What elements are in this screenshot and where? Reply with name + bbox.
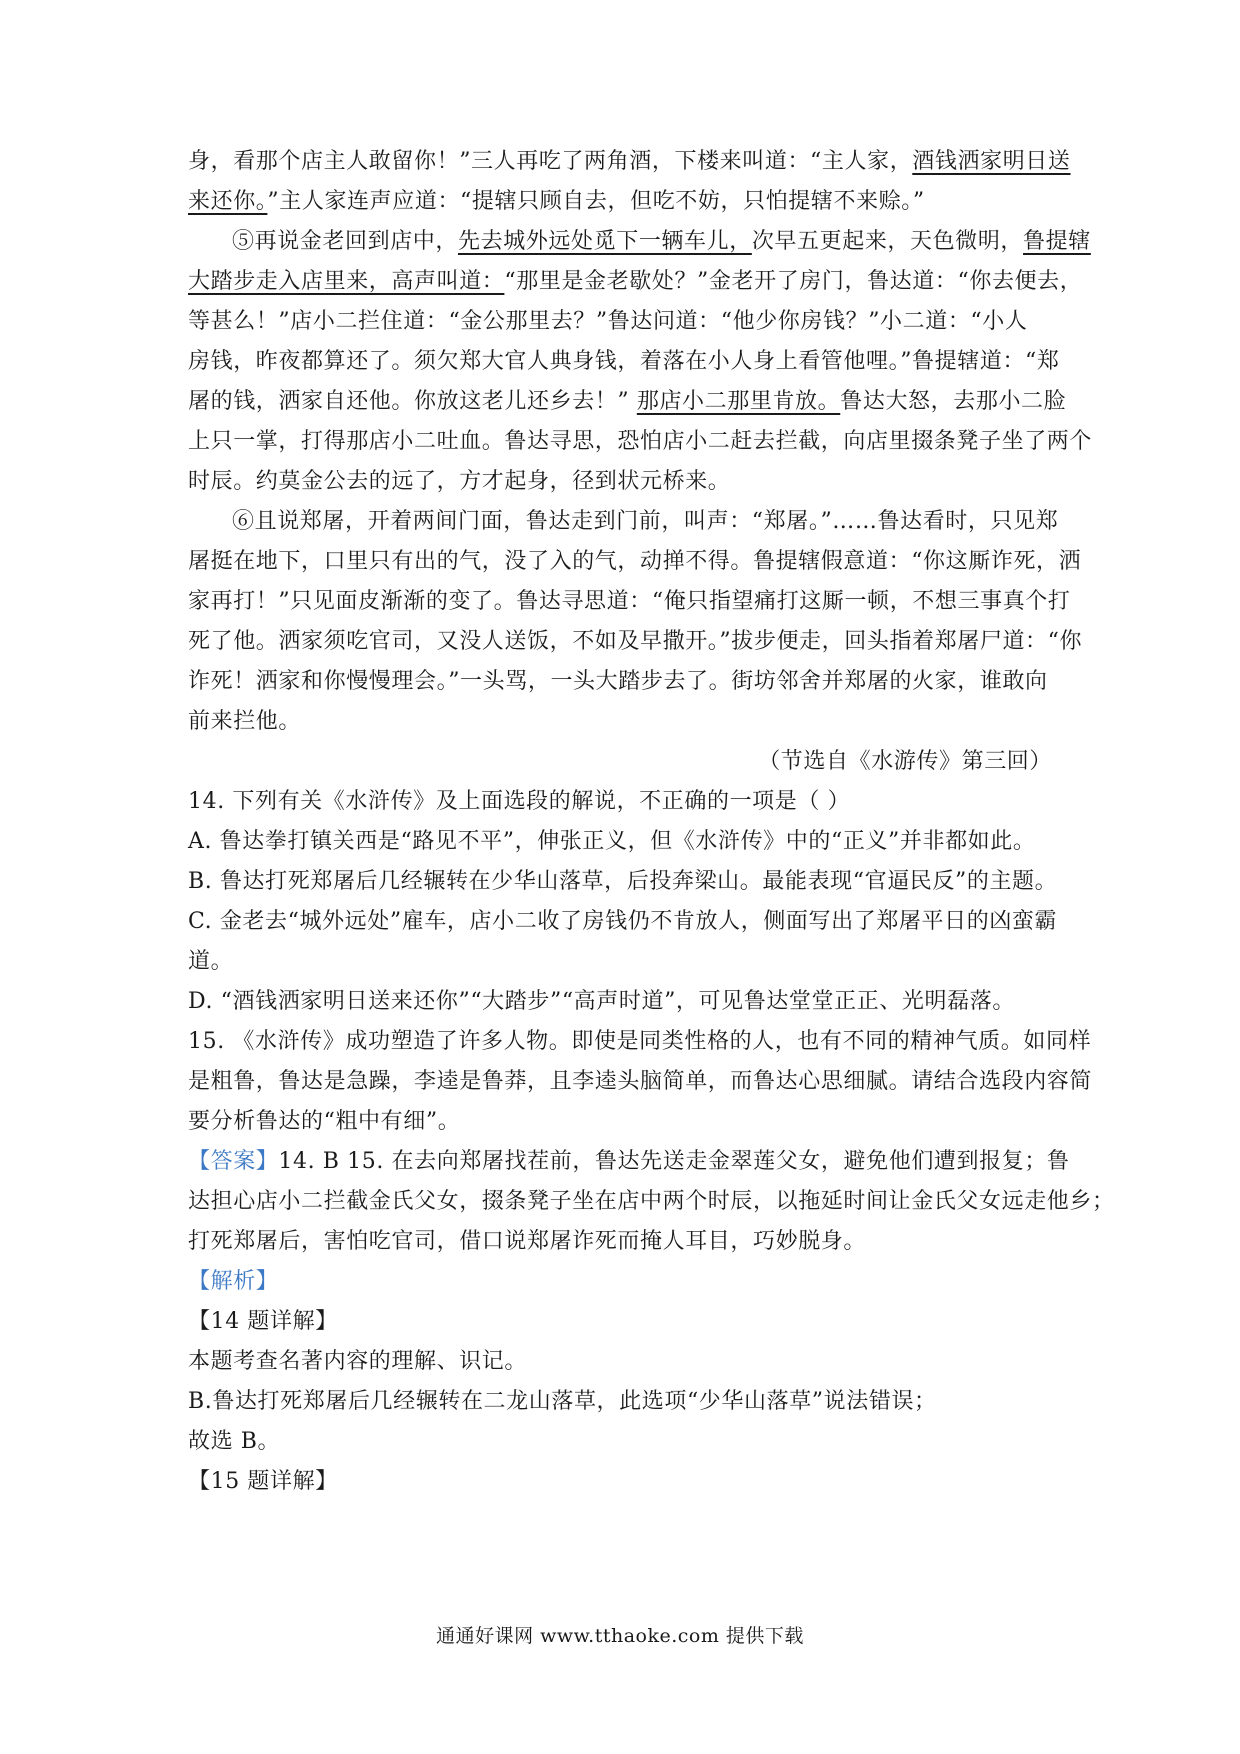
passage-line xyxy=(188,382,1067,422)
question-15-line: 是粗鲁，鲁达是急躁，李逵是鲁莽，且李逵头脑简单，而鲁达心思细腻。请结合选段内容简 xyxy=(188,1069,1093,1094)
passage-text: ”主人家连声应道：“提辖只顾自去，但吃不妨，只怕提辖不来赊。” xyxy=(267,189,925,214)
answer-line xyxy=(188,1142,1070,1182)
detail-14-heading: 【14 题详解】 xyxy=(188,1309,338,1334)
passage-line: 诈死！洒家和你慢慢理会。”一头骂，一头大踏步去了。街坊邻舍并郑屠的火家，谁敢向 xyxy=(188,669,1048,694)
passage-line: 上只一掌，打得那店小二吐血。鲁达寻思，恐怕店小二赶去拦截，向店里掇条凳子坐了两个 xyxy=(188,429,1093,454)
analysis-text: B.鲁达打死郑屠后几经辗转在二龙山落草，此选项“少华山落草”说法错误； xyxy=(188,1389,937,1414)
passage-line xyxy=(188,142,1071,182)
passage-text: “那里是金老歇处？”金老开了房门，鲁达道：“你去便去， xyxy=(504,269,1083,294)
answer-line: 打死郑屠后，害怕吃官司，借口说郑屠诈死而掩人耳目，巧妙脱身。 xyxy=(188,1229,867,1254)
passage-text: 身，看那个店主人敢留你！”三人再吃了两角酒，下楼来叫道：“主人家， xyxy=(188,149,913,174)
answer-text: 14. B 15. 在去向郑屠找茬前，鲁达先送走金翠莲父女，避免他们遭到报复；鲁 xyxy=(278,1149,1070,1174)
paragraph-6: ⑥且说郑屠，开着两间门面，鲁达走到门前，叫声：“郑屠。”……鲁达看时，只见郑 xyxy=(232,509,1059,534)
option-c-continued: 道。 xyxy=(188,949,234,974)
option-b: B. 鲁达打死郑屠后几经辗转在少华山落草，后投奔梁山。最能表现“官逼民反”的主题。 xyxy=(188,869,1058,894)
analysis-text: 故选 B。 xyxy=(188,1429,281,1454)
answer-tag: 【答案】 xyxy=(188,1149,279,1174)
passage-line: 前来拦他。 xyxy=(188,709,302,734)
passage-line: 死了他。洒家须吃官司，又没人送饭，不如及早撒开。”拔步便走，回头指着郑屠尸道：“你 xyxy=(188,629,1083,654)
underlined-text: 酒钱洒家明日送 xyxy=(912,149,1071,174)
passage-text: 鲁达大怒，去那小二脸 xyxy=(840,389,1067,414)
underlined-text: 先去城外远处觅下一辆车儿， xyxy=(458,229,752,254)
underlined-text: 鲁提辖 xyxy=(1023,229,1091,254)
passage-line xyxy=(188,262,1083,302)
analysis-tag: 【解析】 xyxy=(188,1269,279,1294)
question-15-stem: 15. 《水浒传》成功塑造了许多人物。即使是同类性格的人，也有不同的精神气质。如同样 xyxy=(188,1029,1092,1054)
detail-15-heading: 【15 题详解】 xyxy=(188,1469,338,1494)
question-15-line: 要分析鲁达的“粗中有细”。 xyxy=(188,1109,461,1134)
answer-line: 达担心店小二拦截金氏父女，掇条凳子坐在店中两个时辰，以拖延时间让金氏父女远走他乡； xyxy=(188,1189,1115,1214)
passage-source: （节选自《水游传》第三回） xyxy=(758,749,1052,774)
underlined-text: 那店小二那里肯放。 xyxy=(636,389,841,414)
analysis-text: 本题考查名著内容的理解、识记。 xyxy=(188,1349,528,1374)
passage-text: ⑤再说金老回到店中， xyxy=(232,229,459,254)
underlined-text: 大踏步走入店里来，高声叫道： xyxy=(188,269,505,294)
option-a: A. 鲁达拳打镇关西是“路见不平”，伸张正义，但《水浒传》中的“正义”并非都如此。 xyxy=(188,829,1036,854)
underlined-text: 来还你。 xyxy=(188,189,268,214)
passage-line: 屠挺在地下，口里只有出的气，没了入的气，动掸不得。鲁提辖假意道：“你这厮诈死，洒 xyxy=(188,549,1082,574)
passage-line: 等甚么！”店小二拦住道：“金公那里去？”鲁达问道：“他少你房钱？”小二道：“小人 xyxy=(188,309,1028,334)
page-footer: 通通好课网 www.tthaoke.com 提供下载 xyxy=(436,1625,804,1647)
passage-text: 屠的钱，洒家自还他。你放这老儿还乡去！” xyxy=(188,389,637,414)
passage-line: 房钱，昨夜都算还了。须欠郑大官人典身钱，着落在小人身上看管他哩。”鲁提辖道：“郑 xyxy=(188,349,1060,374)
option-d: D. “酒钱洒家明日送来还你”“大踏步”“高声时道”，可见鲁达堂堂正正、光明磊落。 xyxy=(188,989,1015,1014)
passage-line: 时辰。约莫金公去的远了，方才起身，径到状元桥来。 xyxy=(188,469,731,494)
option-c: C. 金老去“城外远处”雇车，店小二收了房钱仍不肯放人，侧面写出了郑屠平日的凶蛮霸 xyxy=(188,909,1058,934)
passage-line xyxy=(188,182,1058,222)
document-body xyxy=(188,142,1115,1502)
passage-text: 次早五更起来，天色微明， xyxy=(751,229,1024,254)
paragraph-5 xyxy=(188,222,1091,262)
question-14-stem: 14. 下列有关《水浒传》及上面选段的解说，不正确的一项是（ ） xyxy=(188,789,851,814)
passage-line: 家再打！”只见面皮渐渐的变了。鲁达寻思道：“俺只指望痛打这厮一顿，不想三事真个打 xyxy=(188,589,1071,614)
